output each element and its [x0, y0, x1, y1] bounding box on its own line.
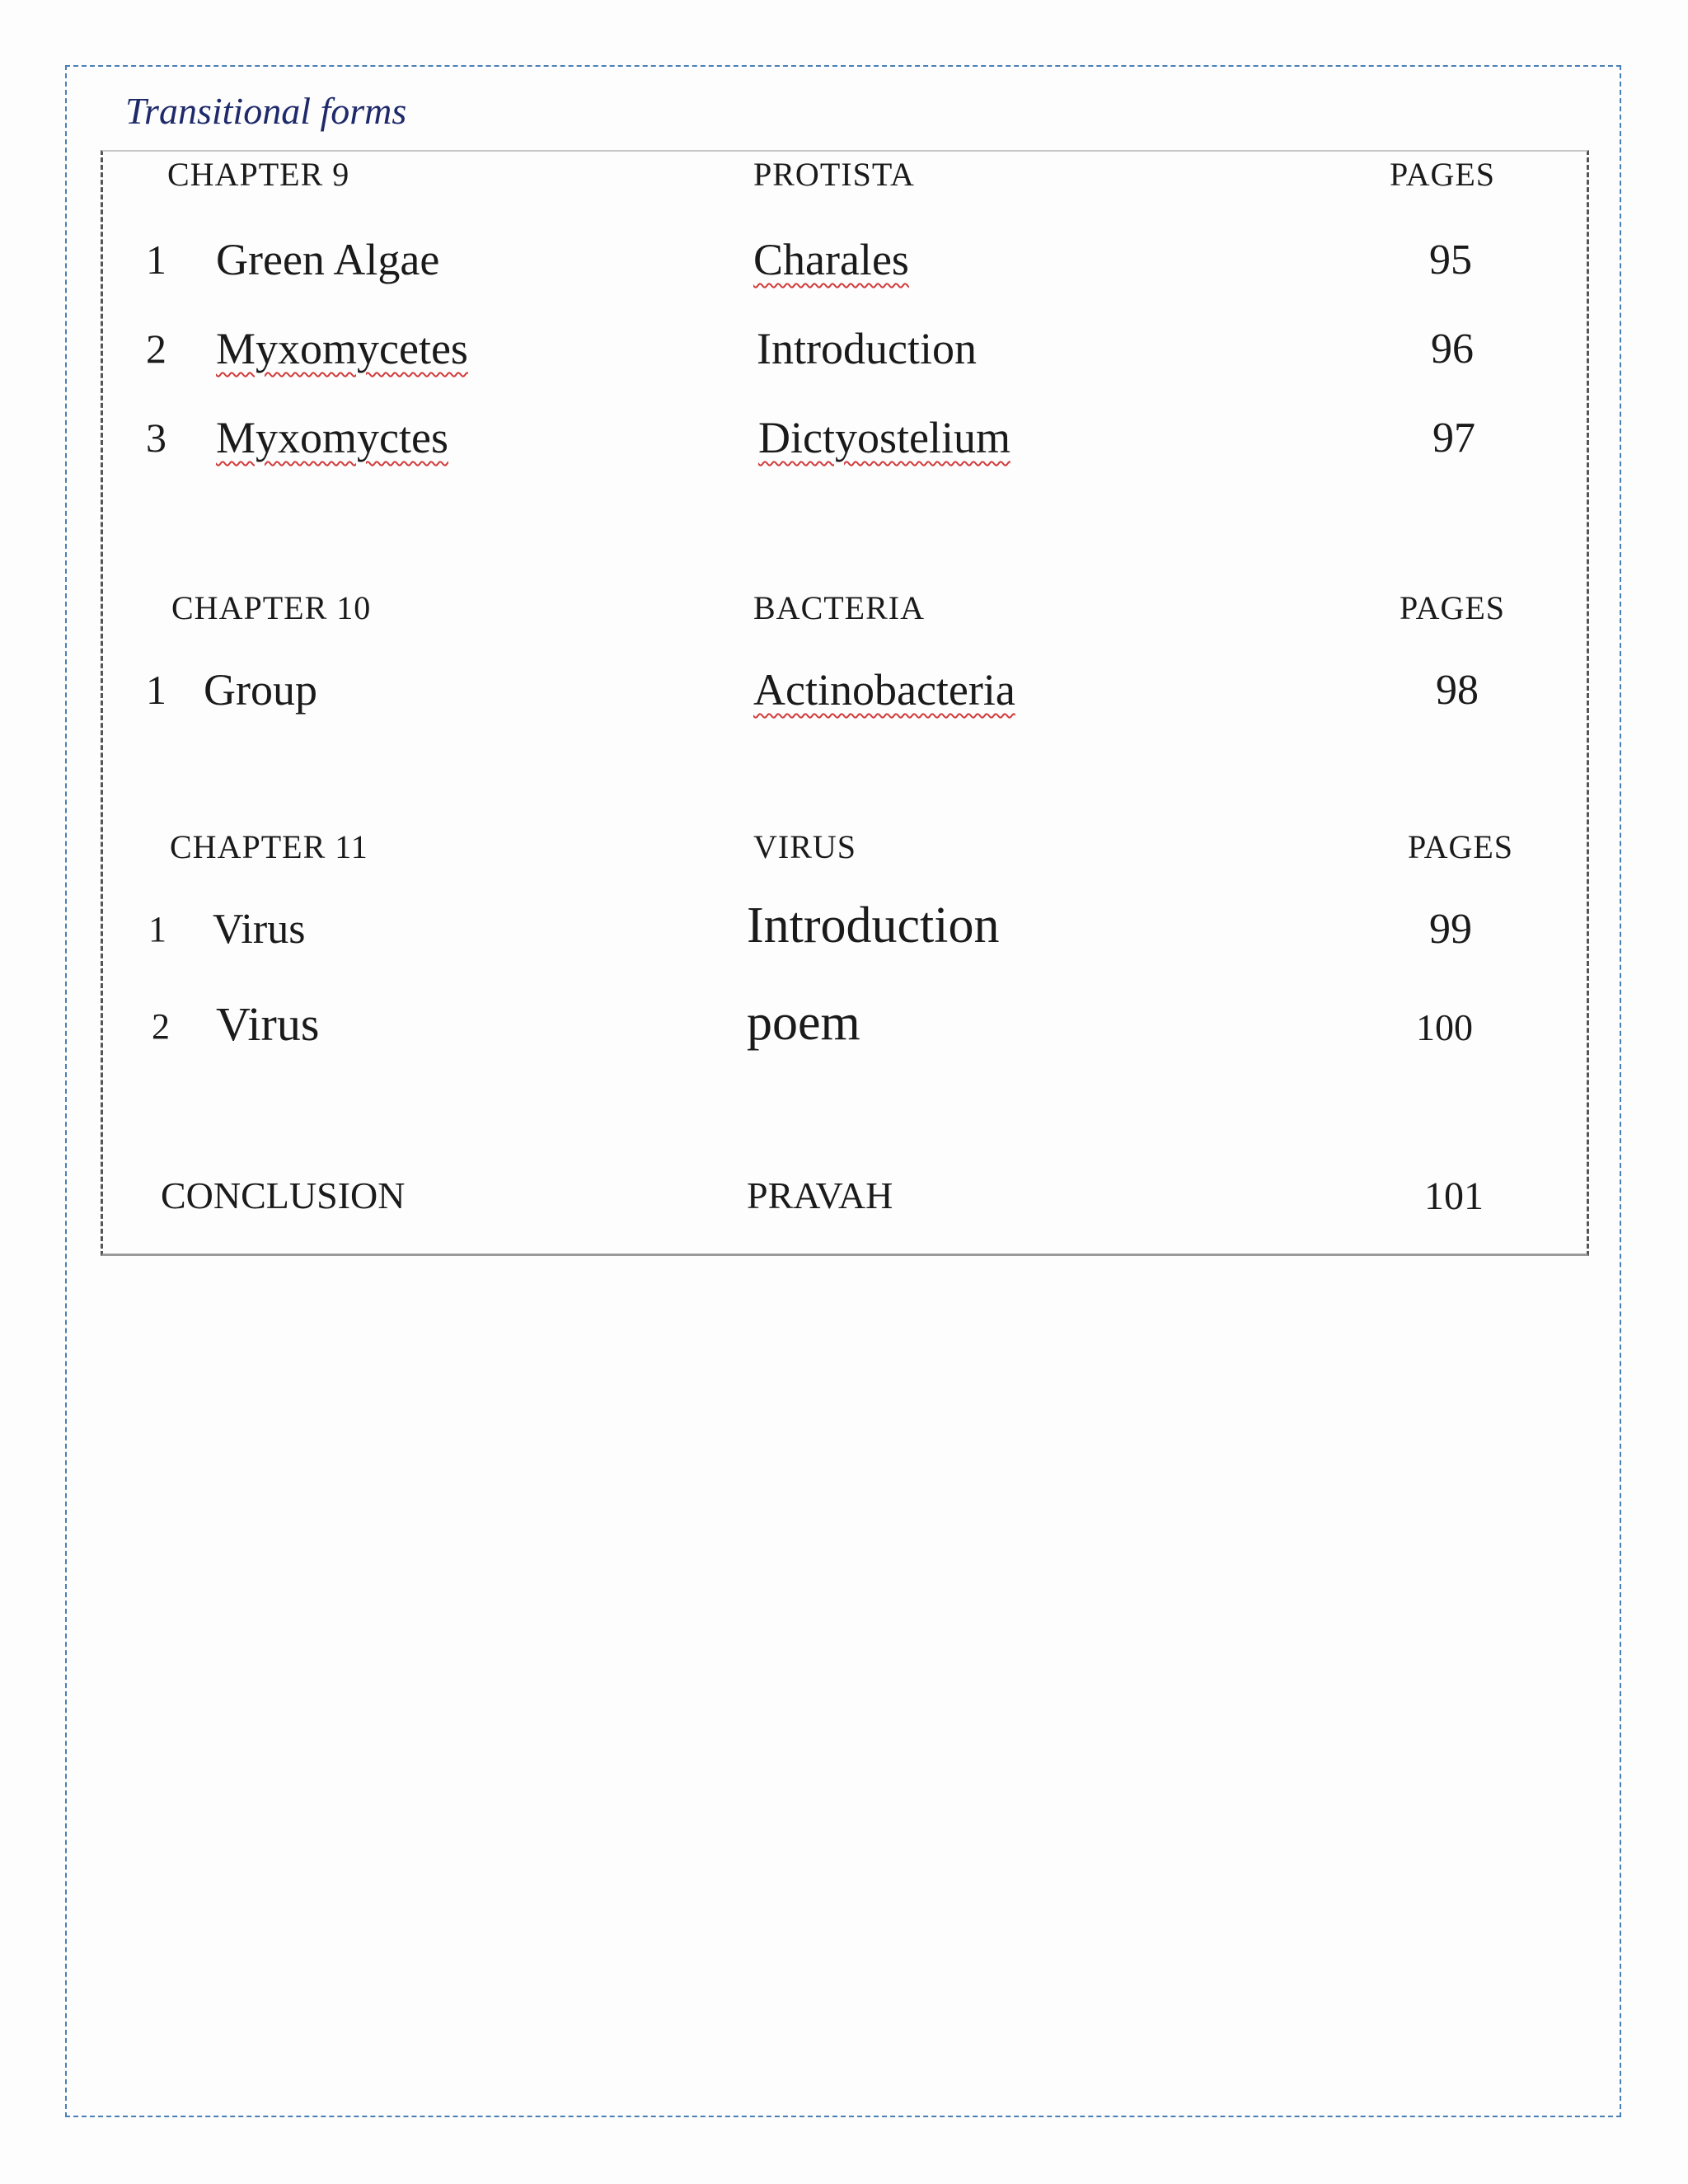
row-subject: Actinobacteria: [753, 665, 1015, 715]
row-subject: Charales: [753, 235, 909, 284]
header-title: Transitional forms: [125, 90, 407, 132]
row-subject: Introduction: [757, 324, 977, 373]
chapter-10-topic: BACTERIA: [753, 589, 925, 626]
row-number: 2: [146, 326, 166, 372]
chapter-9-heading: CHAPTER 9: [167, 156, 350, 193]
row-number: 1: [148, 909, 166, 949]
row-title: Virus: [216, 997, 320, 1051]
conclusion-label: CONCLUSION: [161, 1174, 406, 1216]
row-number: 2: [152, 1006, 170, 1047]
row-page-number: 98: [1436, 667, 1479, 714]
conclusion-page-number: 101: [1424, 1174, 1484, 1218]
chapter-10-pages-label: PAGES: [1400, 589, 1506, 626]
row-page-number: 99: [1429, 906, 1472, 953]
row-title: Myxomyctes: [216, 413, 448, 462]
chapter-11-topic: VIRUS: [753, 828, 857, 865]
row-number: 1: [146, 667, 166, 713]
row-page-number: 100: [1416, 1006, 1473, 1048]
row-subject: Dictyostelium: [758, 413, 1010, 462]
row-number: 1: [146, 237, 166, 283]
chapter-11-pages-label: PAGES: [1408, 828, 1514, 865]
row-subject: Introduction: [747, 898, 1000, 954]
row-subject: poem: [747, 995, 860, 1051]
row-number: 3: [146, 415, 166, 461]
chapter-9-pages-label: PAGES: [1390, 156, 1496, 193]
row-title: Group: [204, 665, 317, 715]
chapter-9-topic: PROTISTA: [753, 156, 915, 193]
row-title: Myxomycetes: [216, 324, 468, 373]
chapter-11-heading: CHAPTER 11: [170, 828, 368, 865]
row-title: Green Algae: [216, 235, 440, 284]
row-page-number: 95: [1429, 237, 1472, 284]
row-page-number: 96: [1431, 326, 1474, 373]
row-page-number: 97: [1432, 415, 1475, 462]
row-title: Virus: [213, 906, 306, 953]
conclusion-topic: PRAVAH: [747, 1174, 893, 1216]
chapter-10-heading: CHAPTER 10: [171, 589, 372, 626]
